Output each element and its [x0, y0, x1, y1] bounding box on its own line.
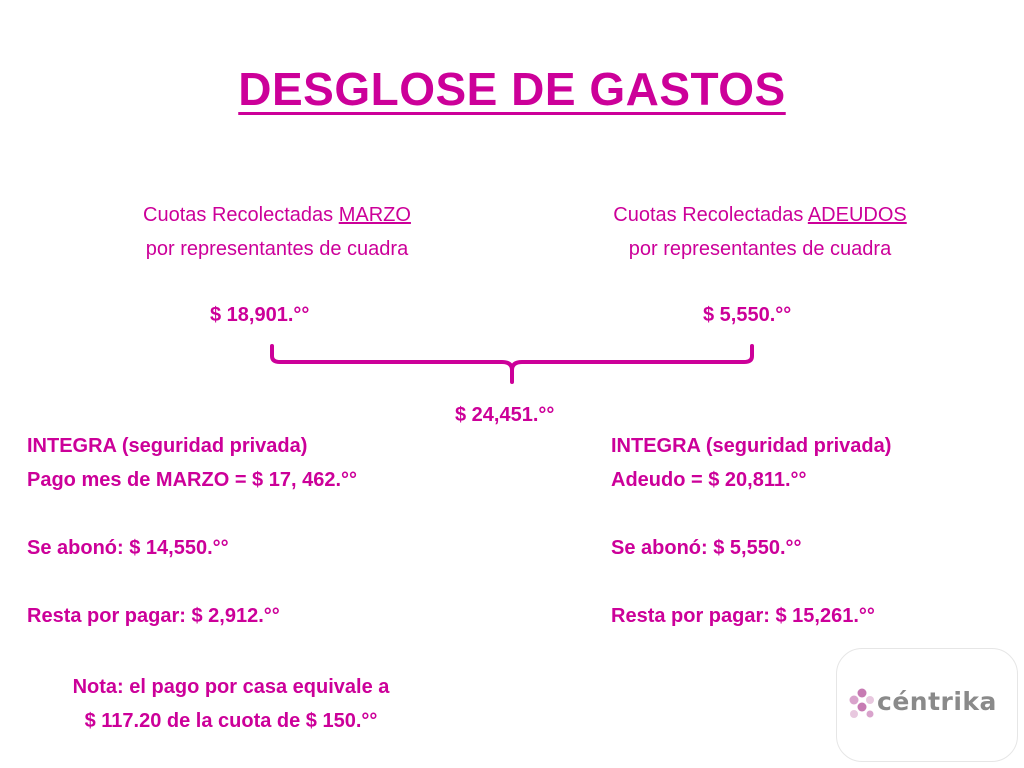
total-amount: $ 24,451.°° — [455, 404, 555, 426]
right-block — [611, 429, 891, 633]
right-amount: $ 5,550.°° — [703, 304, 792, 326]
right-column-header — [574, 198, 946, 266]
left-amount: $ 18,901.°° — [210, 304, 310, 326]
left-remaining: Resta por pagar: $ 2,912.°° — [27, 605, 280, 627]
right-header-keyword: ADEUDOS — [807, 204, 907, 226]
left-payment: Pago mes de MARZO = $ 17, 462.°° — [27, 469, 358, 491]
right-header-line1 — [574, 198, 946, 232]
left-paid: Se abonó: $ 14,550.°° — [27, 537, 229, 559]
left-vendor: INTEGRA (seguridad privada) — [27, 435, 308, 457]
left-header-line2: por representantes de cuadra — [145, 238, 409, 260]
left-header-prefix: Cuotas Recolectadas — [143, 204, 334, 226]
centrika-logo-mark-icon — [847, 687, 877, 721]
left-header-keyword: MARZO — [338, 204, 411, 226]
brace-connector — [262, 340, 762, 390]
right-vendor: INTEGRA (seguridad privada) — [611, 435, 892, 457]
right-header-prefix: Cuotas Recolectadas — [613, 204, 804, 226]
logo-text: céntrika — [877, 687, 997, 716]
right-remaining: Resta por pagar: $ 15,261.°° — [611, 605, 875, 627]
right-header-line2: por representantes de cuadra — [628, 238, 892, 260]
left-header-line1 — [96, 198, 458, 232]
note-line2: $ 117.20 de la cuota de $ 150.°° — [84, 710, 378, 732]
right-debt: Adeudo = $ 20,811.°° — [611, 469, 807, 491]
right-paid: Se abonó: $ 5,550.°° — [611, 537, 802, 559]
page-title — [0, 62, 1024, 116]
note-line1: Nota: el pago por casa equivale a — [72, 676, 390, 698]
page-title-text: DESGLOSE DE GASTOS — [238, 63, 786, 115]
logo-card — [836, 648, 1018, 762]
left-column-header — [96, 198, 458, 266]
note — [0, 670, 462, 738]
left-block — [27, 429, 357, 633]
